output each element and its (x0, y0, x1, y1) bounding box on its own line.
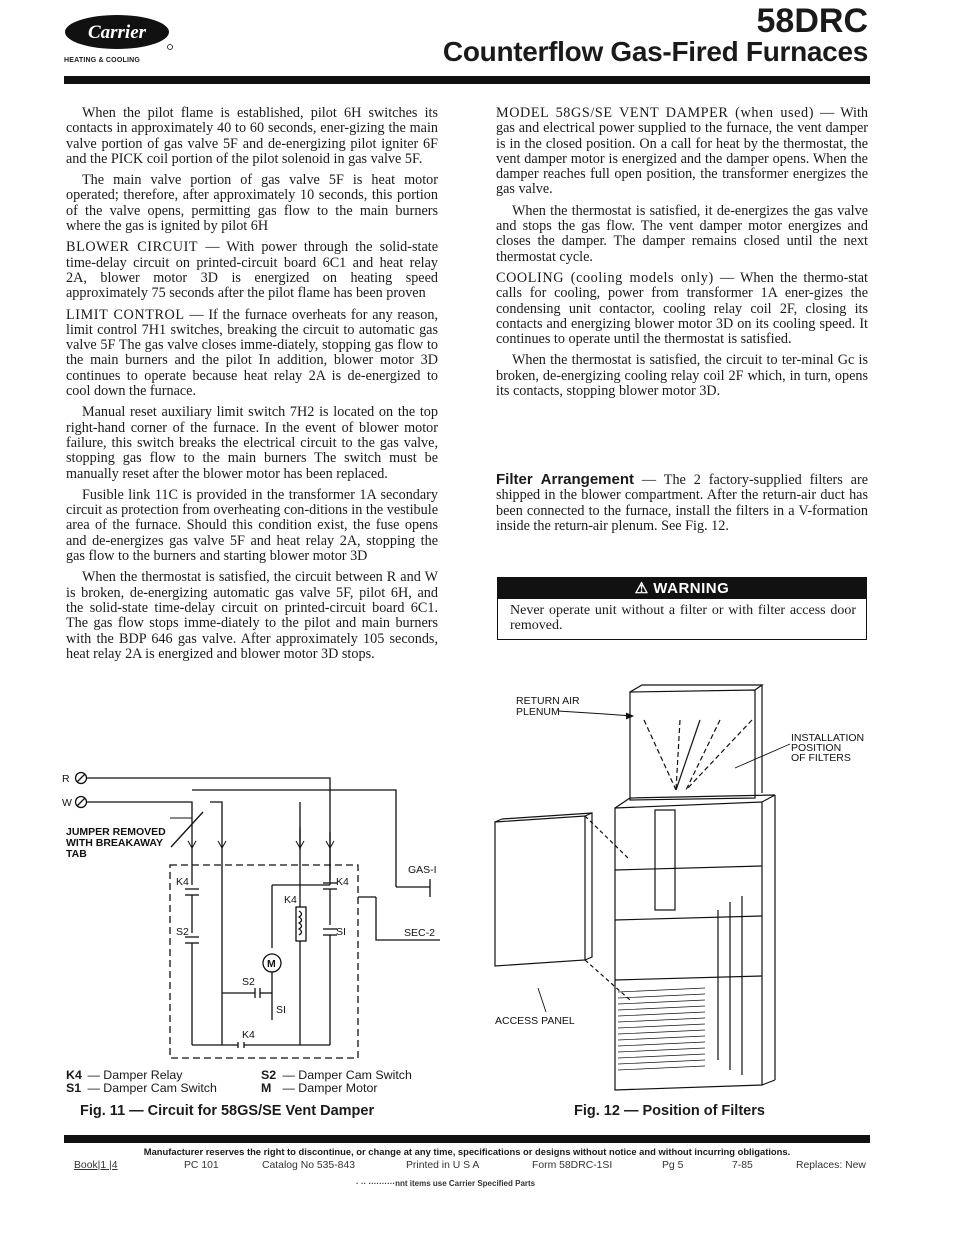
paragraph-filter-arrangement: Filter Arrangement — The 2 factory-supplied filters are shipped in the blower compartment. After the return-air duct has been connected to the furnace, install the filters in a V-formation inside the return-air plenum. See Fig. 12. (496, 471, 869, 534)
footer-printed: Printed in U S A (406, 1160, 480, 1171)
footer-form: Form 58DRC-1SI (532, 1160, 613, 1171)
installation-label-line2: POSITION (791, 742, 842, 754)
s1-label-right: SI (336, 926, 346, 938)
brand-tagline: HEATING & COOLING (64, 57, 140, 64)
paragraph-main-valve: The main valve portion of gas valve 5F is heat motor operated; therefore, after approximately 10 seconds, this portion of the valve opens, permitting gas flow to the main burners where the gas is ignited by pilot 6H (66, 172, 438, 235)
header-rule (64, 76, 870, 84)
k4-label-coil: K4 (284, 894, 297, 906)
paragraph-fusible-link: Fusible link 11C is provided in the transformer 1A secondary circuit as protection from overheating con-ditions in the vestibule area of the furnace. Should this condition exist, the fuse opens and de-energizes gas valve 5F and heat relay 2A, stopping the gas flow to the burners and starting blower motor 3D (66, 486, 438, 565)
brand-wordmark: Carrier (87, 22, 147, 43)
filter-position-diagram (490, 680, 880, 1100)
legend-item-m: M — Damper Motor (261, 1081, 378, 1095)
legend-item-k4: K4 — Damper Relay (66, 1068, 183, 1082)
page-title: Counterflow Gas-Fired Furnaces (442, 36, 868, 67)
k4-label-left: K4 (176, 876, 189, 888)
sec-terminal-label: SEC-2 (404, 927, 435, 939)
vent-damper-heading: MODEL 58GS/SE VENT DAMPER (when used) (496, 105, 815, 121)
footer-info (74, 1160, 874, 1174)
blower-circuit-heading: BLOWER CIRCUIT (66, 239, 199, 256)
installation-label-line1: INSTALLATION (791, 732, 865, 744)
return-air-label-line2: PLENUM (516, 706, 560, 718)
return-air-label-line1: RETURN AIR (516, 695, 580, 707)
limit-control-heading: LIMIT CONTROL (66, 306, 185, 323)
fig12-caption: Fig. 12 — Position of Filters (574, 1103, 765, 1119)
fig11-legend (66, 1069, 456, 1095)
paragraph-vent-damper: MODEL 58GS/SE VENT DAMPER (when used) — With gas and electrical power supplied to the furnace, the vent damper is in the closed position. On a call for heat by the thermostat, the vent damper motor is energized and the damper opens. When the damper reaches full open position, the transformer energizes the gas valve. (496, 105, 868, 198)
model-code: 58DRC (756, 2, 868, 40)
s1-label-bottom: SI (276, 1004, 286, 1016)
parts-footnote: · ·· ··········nnt items use Carrier Specified Parts (356, 1179, 536, 1188)
warning-box (497, 577, 867, 640)
terminal-w-label: W (62, 797, 72, 809)
left-column (66, 106, 438, 668)
footer-replaces: Replaces: New (796, 1160, 866, 1171)
footer-book: Book|1 |4 (74, 1160, 118, 1171)
legend-item-s2: S2 — Damper Cam Switch (261, 1068, 412, 1082)
warning-text: Never operate unit without a filter or with filter access door removed. (510, 603, 856, 633)
paragraph-pilot: When the pilot flame is established, pilot 6H switches its contacts in approximately 40 to 60 seconds, ener-gizing the main valve portion of gas valve 5F and de-energizing pilot igniter 6F and the PICK coil portion of the pilot solenoid in gas valve 5F. (66, 105, 438, 167)
vent-damper-circuit-diagram (60, 765, 460, 1100)
paragraph-cooling: COOLING (cooling models only) — When the thermo-stat calls for cooling, power from transformer 1A ener-gizes the condensing unit contactor, cooling relay coil 2F, closing its contacts and energizing blower motor 3D on its cooling speed. It continues to operate until the thermostat is satisfied. (496, 269, 868, 348)
warning-title: ⚠ WARNING (498, 578, 866, 599)
installation-label-line3: OF FILTERS (791, 752, 851, 764)
right-column (496, 106, 868, 405)
paragraph-thermostat-satisfied: When the thermostat is satisfied, the circuit between R and W is broken, de-energizing automatic gas valve 5F, pilot 6H, and the solid-state time-delay circuit on printed-circuit board 6C1. The gas flow stops imme-diately to the pilot and main burners with the BDP 646 gas valve. After approximately 105 seconds, heat relay 2A is energized and blower motor 3D stops. (66, 569, 438, 662)
cooling-heading: COOLING (cooling models only) (496, 269, 714, 286)
access-panel-label: ACCESS PANEL (495, 1015, 575, 1027)
k4-label-bottom: K4 (242, 1029, 255, 1041)
fig11-caption: Fig. 11 — Circuit for 58GS/SE Vent Damper (80, 1103, 375, 1119)
s2-label-left: S2 (176, 926, 189, 938)
paragraph-manual-reset: Manual reset auxiliary limit switch 7H2 is located on the top right-hand corner of the furnace. In the event of blower motor failure, this switch breaks the electrical circuit to the gas valve, stopping gas flow to the main burners The switch must be manually reset after the blower motor has been replaced. (66, 404, 438, 482)
k4-label-right: K4 (336, 876, 349, 888)
paragraph-limit-control: LIMIT CONTROL — If the furnace overheats for any reason, limit control 7H1 switches, breaking the circuit to automatic gas valve 5F The gas valve closes imme-diately, stopping gas flow to the main burners and the pilot In addition, blower motor 3D continues to operate because heat relay 2A is de-energized to cool down the furnace. (66, 306, 438, 400)
jumper-label-line1: JUMPER REMOVED (66, 826, 166, 838)
paragraph-blower-circuit: BLOWER CIRCUIT — With power through the solid-state time-delay circuit on printed-circuit board 6C1 and heat relay 2A, blower motor 3D is energized on heating speed approximately 75 seconds after the pilot flame has been proven (66, 239, 438, 302)
s2-label-bottom: S2 (242, 976, 255, 988)
motor-symbol-label: M (267, 958, 276, 970)
legend-item-s1: S1 — Damper Cam Switch (66, 1081, 217, 1095)
jumper-label-line2: WITH BREAKAWAY (66, 837, 164, 849)
filter-section (496, 472, 868, 540)
footer-rule (64, 1135, 870, 1143)
footer-page: Pg 5 (662, 1160, 684, 1171)
paragraph-damper-closes: When the thermostat is satisfied, it de-energizes the gas valve and stops the gas flow. The vent damper motor energizes and closes the damper. The damper remains closed until the next thermostat cycle. (496, 202, 868, 265)
footer-date: 7-85 (732, 1160, 753, 1171)
filter-arrangement-heading: Filter Arrangement (496, 471, 635, 488)
jumper-label-line3: TAB (66, 848, 87, 860)
footer-catalog: Catalog No 535-843 (262, 1160, 356, 1171)
disclaimer: Manufacturer reserves the right to discontinue, or change at any time, specifications or designs without notice and without incurring obligations. (143, 1146, 791, 1157)
footer-pc: PC 101 (184, 1160, 219, 1171)
terminal-r-label: R (62, 773, 70, 785)
gas-terminal-label: GAS-I (408, 864, 437, 876)
paragraph-cooling-satisfied: When the thermostat is satisfied, the circuit to ter-minal Gc is broken, de-energizing cooling relay coil 2F which, in turn, opens its contacts, stopping blower motor 3D. (496, 352, 868, 400)
